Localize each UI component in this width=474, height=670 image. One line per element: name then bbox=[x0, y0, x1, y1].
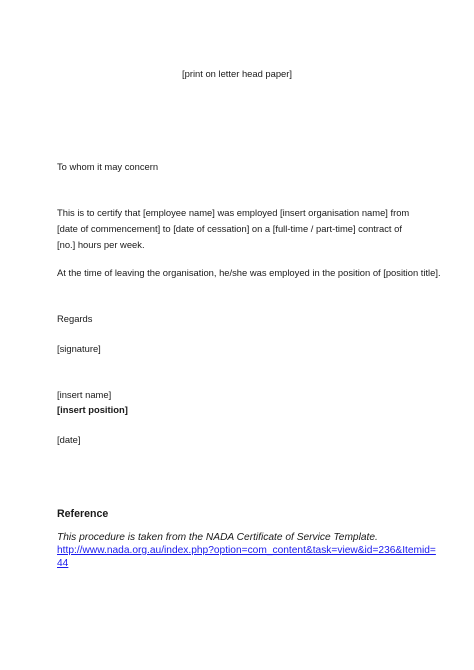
name-placeholder: [insert name] bbox=[57, 389, 112, 400]
letterhead-note: [print on letter head paper] bbox=[182, 68, 292, 79]
reference-text: This procedure is taken from the NADA Certificate of Service Template. bbox=[57, 532, 378, 543]
reference-heading: Reference bbox=[57, 508, 109, 520]
closing-regards: Regards bbox=[57, 313, 93, 324]
signature-placeholder: [signature] bbox=[57, 343, 101, 354]
salutation: To whom it may concern bbox=[57, 161, 159, 172]
reference-link-line2[interactable]: 44 bbox=[57, 558, 69, 569]
position-placeholder: [insert position] bbox=[57, 404, 128, 415]
reference-link-line1[interactable]: http://www.nada.org.au/index.php?option=com_content&task=view&id=236&Itemid= bbox=[57, 545, 436, 556]
certification-paragraph: This is to certify that [employee name] was employed [insert organisation name] from [date of commencement] to [date of cessation] on a [full-time / part-time] contract of [no.] hours per week. bbox=[57, 207, 410, 250]
position-paragraph: At the time of leaving the organisation, he/she was employed in the position of [position title]. bbox=[57, 267, 441, 278]
date-placeholder: [date] bbox=[57, 434, 81, 445]
